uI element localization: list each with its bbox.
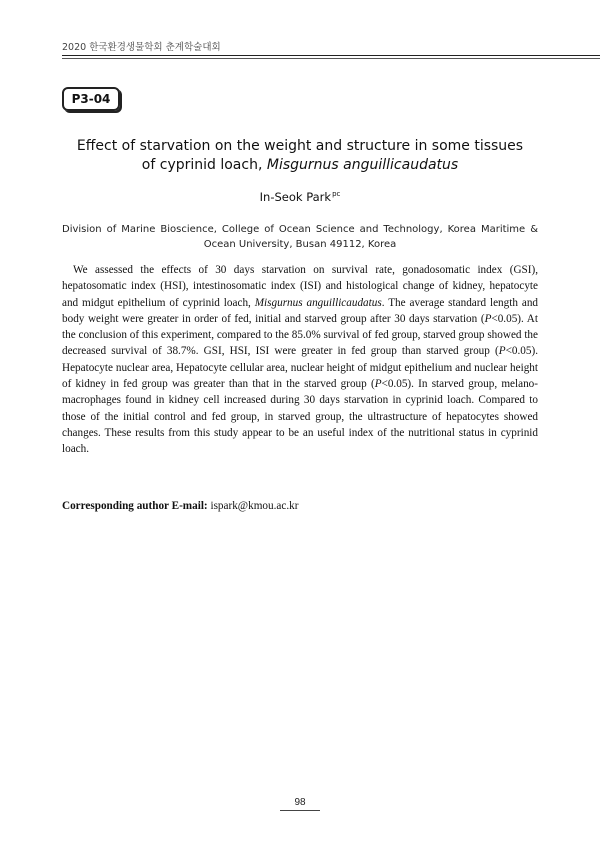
abstract-p-value-2: P bbox=[498, 345, 506, 358]
running-header: 2020 한국환경생물학회 춘계학술대회 bbox=[62, 42, 221, 53]
abstract-p-value-3: P bbox=[374, 378, 382, 391]
abstract-species: Misgurnus anguillicaudatus bbox=[254, 296, 382, 309]
abstract-part-4: <0.05). Hepatocyte nuclear area, Hepatocyte cellular area, nuclear height of midgut epithelium and nuclear height of kidney in fed group was greater than that in the starved group ( bbox=[62, 345, 538, 391]
author bbox=[62, 190, 538, 204]
title-species: Misgurnus anguillicaudatus bbox=[266, 157, 459, 173]
title-line-2 bbox=[62, 156, 538, 175]
affiliation: Division of Marine Bioscience, College of Ocean Science and Technology, Korea Maritime & Ocean University, Busan 49112, Korea bbox=[62, 224, 538, 250]
header-rule-bottom bbox=[62, 58, 600, 59]
abstract bbox=[62, 262, 538, 458]
poster-code-badge: P3-04 bbox=[62, 87, 120, 111]
abstract-part-5: <0.05). In starved group, melano-macrophages found in kidney cell increased during 30 days starvation in cyprinid loach. Compared to those of the initial control and fed group, in starved group, the ultrastructure of hepatocytes showed changes. These results from this study appear to be an useful index of the nutritional status in cyprinid loach. bbox=[62, 378, 538, 456]
paper-title bbox=[62, 137, 538, 175]
author-name: In-Seok Park bbox=[259, 190, 332, 204]
header-rule-top bbox=[62, 55, 600, 56]
abstract-p-value-1: P bbox=[484, 312, 492, 325]
title-line-2-prefix: of cyprinid loach, bbox=[141, 157, 267, 173]
corresponding-author bbox=[62, 500, 538, 512]
corresponding-label: Corresponding author E-mail: bbox=[62, 500, 208, 512]
title-line-1: Effect of starvation on the weight and structure in some tissues bbox=[76, 138, 524, 154]
corresponding-email: ispark@kmou.ac.kr bbox=[210, 500, 299, 512]
abstract-part-1: We assessed the effects of 30 days starvation on survival rate, gonadosomatic index (GSI), hepatosomatic index (HSI), intestinosomatic index (ISI) and histological change of kidney, hepatocyte and midgut epithelium of cyprinid loach, bbox=[62, 264, 538, 309]
abstract-part-3: <0.05). At the conclusion of this experiment, compared to the 85.0% survival of fed group, starved group showed the decreased survival of 38.7%. GSI, HSI, ISI were greater in fed group than starved group ( bbox=[62, 312, 538, 358]
abstract-part-2: . The average standard length and body weight were greater in order of fed, initial and starved group after 30 days starvation ( bbox=[62, 296, 539, 325]
page-number: 98 bbox=[280, 797, 320, 811]
author-mark: pc bbox=[332, 190, 341, 198]
